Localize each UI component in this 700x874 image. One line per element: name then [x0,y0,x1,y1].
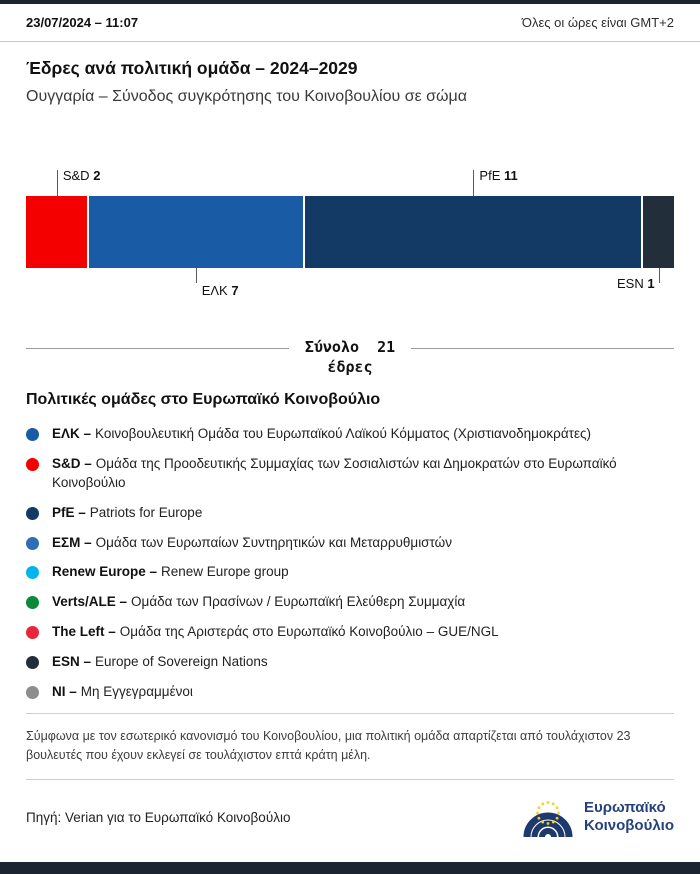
bar-segment-ΕΛΚ [89,196,303,268]
group-color-dot [26,596,39,609]
header-timezone-note: Όλες οι ώρες είναι GMT+2 [521,15,674,30]
footer [26,794,674,840]
ep-logo-text-line2: Κοινοβούλιο [583,817,674,835]
main-content [0,42,700,862]
legend-item-esn [26,653,674,672]
ep-logo[interactable] [521,794,674,840]
seats-chart [26,144,674,316]
total-seats-line2: έδρες [327,357,373,376]
segment-label-ESN: ESN 1 [616,276,655,291]
legend-item-elk [26,425,674,444]
total-seats-line1: Σύνολο 21 [304,338,396,356]
group-desc: Ομάδα των Πρασίνων / Ευρωπαϊκή Ελεύθερη Συμμαχία [131,594,466,610]
page-subtitle: Ουγγαρία – Σύνοδος συγκρότησης του Κοινοβουλίου σε σώμα [26,88,467,105]
group-color-dot [26,626,39,639]
total-seats [289,338,411,377]
segment-label-ΕΛΚ: ΕΛΚ 7 [201,283,239,298]
total-rule-right [411,348,674,349]
group-abbr: NI – [52,684,77,700]
group-abbr: Renew Europe – [52,564,158,580]
group-color-dot [26,566,39,579]
group-desc: Ομάδα της Αριστεράς στο Ευρωπαϊκό Κοινοβούλιο – GUE/NGL [119,624,499,640]
ep-logo-text [584,799,674,835]
group-desc: Ομάδα της Προοδευτικής Συμμαχίας των Σοσιαλιστών και Δημοκρατών στο Ευρωπαϊκό Κοινοβούλιο [52,455,617,490]
divider-top [26,713,674,714]
group-abbr: Verts/ALE – [52,594,128,610]
callout-PfE [473,168,518,196]
callout-S&D [57,168,101,196]
ep-logo-text-line1: Ευρωπαϊκό [583,799,666,817]
segment-label-PfE: PfE 11 [479,168,518,183]
legend-item-esm [26,534,674,553]
source-text: Πηγή: Verian για το Ευρωπαϊκό Κοινοβούλιο [26,809,291,825]
group-abbr: The Left – [52,624,116,640]
group-desc: Europe of Sovereign Nations [95,654,268,670]
group-color-dot [26,428,39,441]
group-desc: Μη Εγγεγραμμένοι [80,684,193,700]
callout-ΕΛΚ [196,268,239,298]
group-abbr: ΕΛΚ – [52,426,92,441]
footnote: Σύμφωνα με τον εσωτερικό κανονισμό του Κοινοβουλίου, μια πολιτική ομάδα απαρτίζεται από τουλάχιστον 23 βουλευτές που έχουν εκλεγεί σε τουλάχιστον επτά κράτη μέλη. [26,728,631,762]
group-abbr: ΕΣΜ – [52,534,92,550]
stacked-bar [26,196,674,268]
legend-item-renew [26,563,674,582]
bar-segment-S&D [26,196,87,268]
group-desc: Patriots for Europe [89,504,203,520]
divider-bottom [26,779,674,780]
group-abbr: ESN – [52,654,92,670]
group-color-dot [26,686,39,699]
group-abbr: PfE – [52,504,86,520]
legend-item-verts-ale [26,593,674,612]
bar-segment-PfE [305,196,641,268]
group-abbr: S&D – [52,455,92,471]
legend-list [26,425,674,702]
ep-logo-icon [521,794,575,840]
group-desc: Renew Europe group [161,564,289,580]
group-color-dot [26,458,39,471]
legend-item-pfe [26,504,674,523]
bottom-border [0,862,700,874]
legend-item-the-left [26,623,674,642]
legend-item-ni [26,683,674,702]
group-desc: Ομάδα των Ευρωπαίων Συντηρητικών και Μεταρρυθμιστών [95,534,452,550]
legend-heading: Πολιτικές ομάδες στο Ευρωπαϊκό Κοινοβούλιο [26,391,381,408]
legend-item-sd [26,455,674,493]
page-title: Έδρες ανά πολιτική ομάδα – 2024–2029 [26,58,358,78]
group-desc: Κοινοβουλευτική Ομάδα του Ευρωπαϊκού Λαϊκού Κόμματος (Χριστιανοδημοκράτες) [95,426,592,441]
header [0,4,700,42]
group-color-dot [26,537,39,550]
segment-label-S&D: S&D 2 [62,168,101,183]
total-row [26,338,674,377]
total-rule-left [26,348,289,349]
group-color-dot [26,656,39,669]
header-datetime: 23/07/2024 – 11:07 [26,15,139,30]
callout-ESN [616,268,660,291]
group-color-dot [26,507,39,520]
bar-segment-ESN [643,196,674,268]
